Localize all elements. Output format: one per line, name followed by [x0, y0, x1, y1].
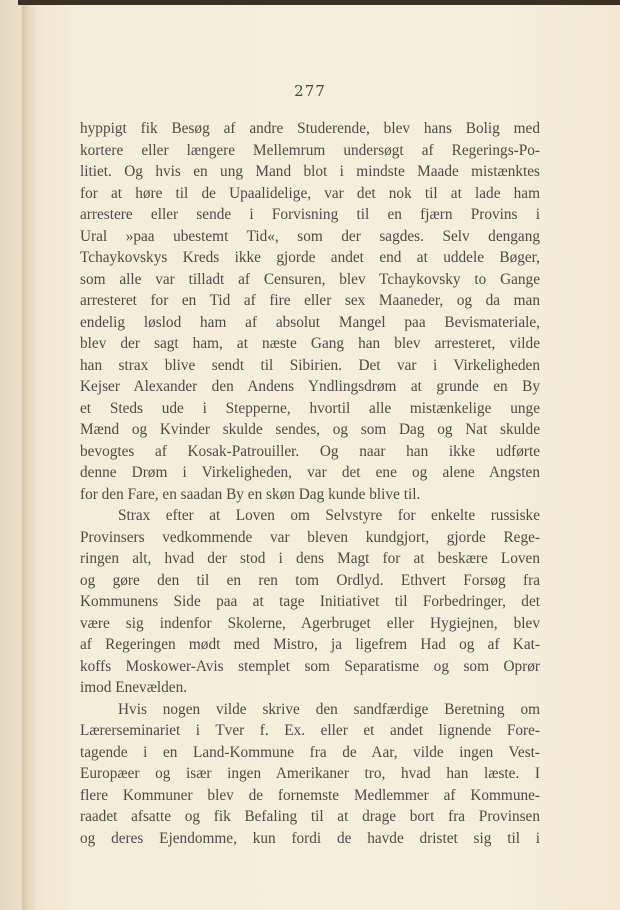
text-line: han strax blive sendt til Sibirien. Det var i Virkeligheden — [80, 356, 540, 374]
text-line: være sig indenfor Skolerne, Agerbruget eller Hygiejnen, blev — [80, 614, 540, 632]
text-line: tagende i en Land-Kommune fra de Aar, vilde ingen Vest- — [80, 743, 540, 761]
text-line: arrestere eller sende i Forvisning til en fjærn Provins i — [80, 206, 540, 223]
body-text — [80, 118, 540, 849]
page-spine-shadow — [22, 5, 36, 910]
text-line: endelig løslod ham af absolut Mangel paa Bevismateriale, — [80, 313, 540, 331]
text-line: Tchaykovskys Kreds ikke gjorde andet end at uddele Bøger, — [80, 249, 540, 266]
text-line: litiet. Og hvis en ung Mand blot i mindste Maade mistænktes — [80, 163, 540, 180]
text-line: Provinsers vedkommende var bleven kundgjort, gjorde Rege- — [80, 528, 540, 546]
text-line: raadet afsatte og fik Befaling til at drage bort fra Provinsen — [80, 808, 540, 825]
text-line: og deres Ejendomme, kun fordi de havde dristet sig til i — [80, 829, 540, 847]
text-line: Ural »paa ubestemt Tid«, som der sagdes. Selv dengang — [80, 227, 540, 245]
text-line: Europæer og især ingen Amerikaner tro, hvad han læste. I — [80, 765, 540, 782]
text-line: koffs Moskower-Avis stemplet som Separatisme og som Oprør — [80, 657, 540, 675]
text-line: kortere eller længere Mellemrum undersøgt af Regerings-Po- — [80, 141, 540, 159]
text-line: for at høre til de Upaalidelige, var det nok til at lade ham — [80, 184, 540, 202]
text-line: imod Enevælden. — [80, 679, 188, 696]
text-line: Kejser Alexander den Andens Yndlingsdrøm at grunde en By — [80, 378, 540, 395]
text-line: arresteret for en Tid af fire eller sex Maaneder, og da man — [80, 292, 540, 309]
page-top-edge — [18, 0, 620, 5]
text-line: flere Kommuner blev de fornemste Medlemmer af Kommune- — [80, 786, 540, 804]
text-line: af Regeringen mødt med Mistro, ja ligefrem Had og af Kat- — [80, 636, 540, 653]
page-number: 277 — [294, 82, 326, 100]
text-line: ringen alt, hvad der stod i dens Magt for at beskære Loven — [80, 550, 540, 567]
text-line: Strax efter at Loven om Selvstyre for enkelte russiske — [118, 507, 540, 524]
text-line: hyppigt fik Besøg af andre Studerende, blev hans Bolig med — [80, 120, 540, 137]
text-line: bevogtes af Kosak-Patrouiller. Og naar han ikke udførte — [80, 442, 540, 460]
text-line: som alle var tilladt af Censuren, blev Tchaykovsky to Gange — [80, 270, 540, 288]
text-line: og gøre den til en ren tom Ordlyd. Ethvert Forsøg fra — [80, 571, 540, 589]
text-line: et Steds ude i Stepperne, hvortil alle mistænkelige unge — [80, 399, 540, 417]
text-line: Hvis nogen vilde skrive den sandfærdige Beretning om — [118, 700, 540, 718]
text-line: Kommunens Side paa at tage Initiativet til Forbedringer, det — [80, 593, 540, 610]
text-line: for den Fare, en saadan By en skøn Dag kunde blive til. — [80, 485, 421, 503]
text-line: Lærerseminariet i Tver f. Ex. eller et andet lignende Fore- — [80, 722, 540, 739]
text-line: denne Drøm i Virkeligheden, var det ene og alene Angsten — [80, 464, 540, 481]
text-line: Mænd og Kvinder skulde sendes, og som Dag og Nat skulde — [80, 421, 540, 438]
text-line: blev der sagt ham, at næste Gang han blev arresteret, vilde — [80, 335, 540, 352]
